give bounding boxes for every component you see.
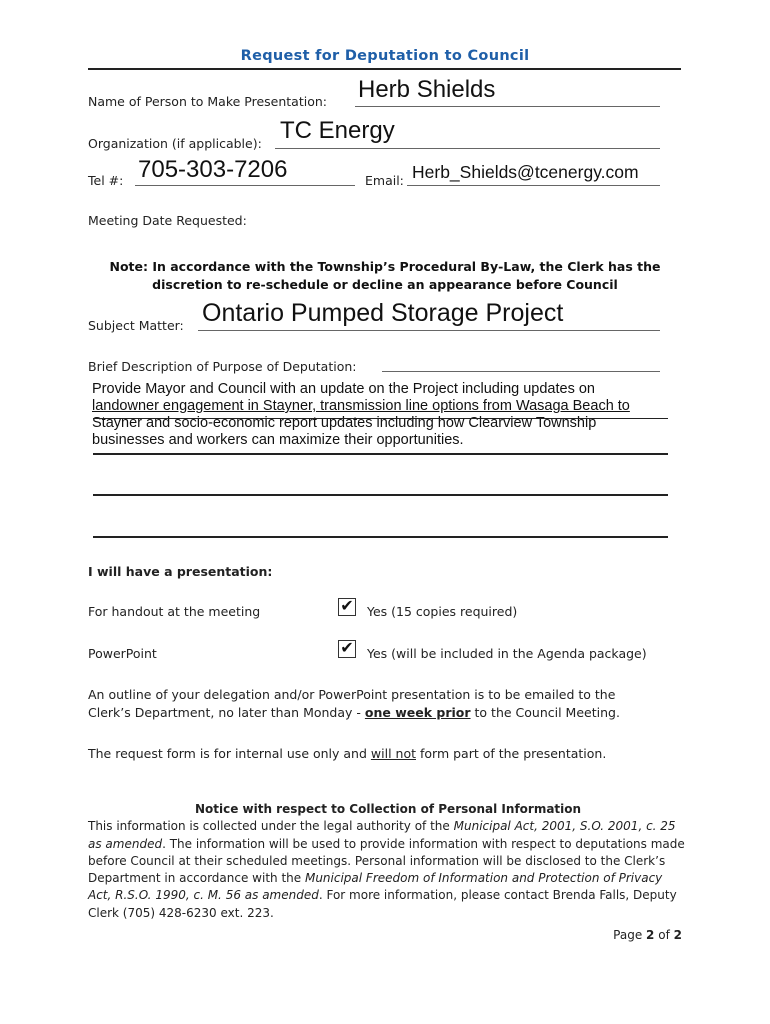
- meeting-date-label: Meeting Date Requested:: [88, 213, 247, 228]
- presentation-heading: I will have a presentation:: [88, 564, 273, 579]
- description-line-a: [93, 453, 668, 455]
- description-line3: Stayner and socio-economic report updates including how Clearview Township: [92, 415, 597, 431]
- description-line-c: [93, 536, 668, 538]
- outline-paragraph: [88, 686, 688, 722]
- subject-field[interactable]: [198, 330, 660, 331]
- email-label: Email:: [365, 173, 404, 188]
- name-field[interactable]: [355, 106, 660, 107]
- subject-label: Subject Matter:: [88, 318, 184, 333]
- page-total: 2: [673, 928, 682, 942]
- description-line-b: [93, 494, 668, 496]
- page-title: Request for Deputation to Council: [240, 48, 530, 64]
- notice-text-2: . The information will be used to provide information with respect to deputations made before Council at their scheduled meetings. Personal information will be disclosed to the Clerk’s Department in accordance with the: [88, 836, 685, 886]
- handout-option: Yes (15 copies required): [367, 604, 518, 619]
- clerk-note: [88, 258, 682, 294]
- handout-label: For handout at the meeting: [88, 604, 261, 619]
- privacy-notice-body: [88, 818, 688, 922]
- email-value: Herb_Shields@tcenergy.com: [412, 162, 639, 182]
- internal-use-paragraph: [88, 745, 688, 763]
- organization-value: TC Energy: [280, 117, 395, 144]
- outline-text-3: to the Council Meeting.: [474, 705, 620, 720]
- description-label: Brief Description of Purpose of Deputation:: [88, 359, 357, 374]
- clerk-note-line1: Note: In accordance with the Township’s Procedural By-Law, the Clerk has the: [109, 259, 661, 274]
- page-current: 2: [646, 928, 655, 942]
- description-line-2-underline: [93, 418, 668, 419]
- page-number: [560, 928, 682, 942]
- handout-checkbox[interactable]: ✔: [338, 598, 356, 616]
- name-label: Name of Person to Make Presentation:: [88, 94, 327, 109]
- notice-text-1: This information is collected under the legal authority of the: [88, 819, 450, 834]
- tel-value: 705-303-7206: [138, 156, 288, 183]
- powerpoint-checkbox[interactable]: ✔: [338, 640, 356, 658]
- internal-text-1: The request form is for internal use only and: [88, 746, 367, 761]
- description-line4: businesses and workers can maximize their opportunities.: [92, 432, 464, 448]
- clerk-note-line2: discretion to re-schedule or decline an appearance before Council: [152, 277, 618, 292]
- outline-text-1: An outline of your delegation and/or PowerPoint presentation is to be emailed to the: [88, 687, 616, 702]
- title-divider: [88, 68, 681, 70]
- email-field[interactable]: [407, 185, 660, 186]
- description-label-line: [382, 371, 660, 372]
- notice-act-1: Municipal Act, 2001, S.O. 2001, c. 25 as amended: [88, 819, 676, 851]
- organization-label: Organization (if applicable):: [88, 136, 262, 151]
- privacy-notice: [88, 801, 688, 922]
- subject-value: Ontario Pumped Storage Project: [202, 299, 564, 327]
- powerpoint-option: Yes (will be included in the Agenda package): [367, 646, 647, 661]
- name-value: Herb Shields: [358, 76, 496, 103]
- internal-text-2: form part of the presentation.: [419, 746, 607, 761]
- outline-emphasis: one week prior: [364, 705, 471, 720]
- outline-text-2: Clerk’s Department, no later than Monday -: [88, 705, 361, 720]
- notice-act-2: Municipal Freedom of Information and Protection of Privacy Act, R.S.O. 1990, c. M. 56 as amended: [88, 871, 663, 903]
- description-line2: landowner engagement in Stayner, transmission line options from Wasaga Beach to: [92, 398, 630, 414]
- page-of: of: [658, 928, 670, 942]
- page-prefix: Page: [613, 928, 643, 942]
- powerpoint-label: PowerPoint: [88, 646, 157, 661]
- privacy-notice-title: Notice with respect to Collection of Personal Information: [194, 802, 582, 816]
- tel-field[interactable]: [135, 185, 355, 186]
- organization-field[interactable]: [275, 148, 660, 149]
- internal-emphasis: will not: [370, 746, 416, 761]
- description-text[interactable]: [92, 381, 682, 449]
- tel-label: Tel #:: [88, 173, 124, 188]
- description-line1: Provide Mayor and Council with an update on the Project including updates on: [92, 381, 595, 397]
- notice-text-3: . For more information, please contact Brenda Falls, Deputy Clerk (705) 428-6230 ext. 223.: [88, 888, 677, 920]
